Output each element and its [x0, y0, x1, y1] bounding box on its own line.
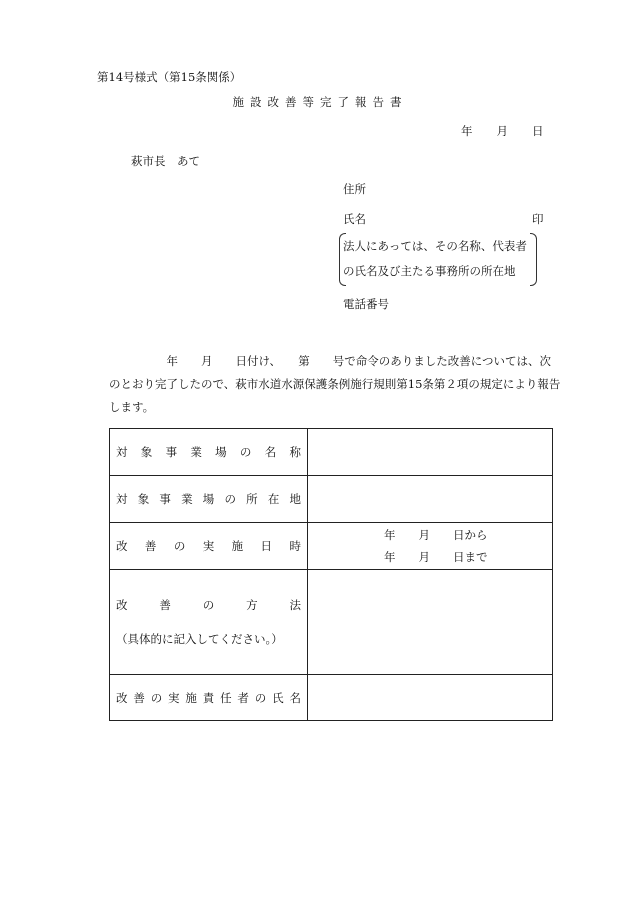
site-name-label: [110, 429, 308, 476]
form-number: 第14号様式（第15条関係）: [97, 70, 242, 84]
method-note: （具体的に記入してください。）: [116, 632, 283, 646]
method-field[interactable]: [308, 570, 553, 675]
table-row: [110, 429, 553, 476]
table-row: [110, 675, 553, 721]
body-paragraph: [109, 350, 565, 419]
report-date: [461, 123, 544, 139]
phone-label: 電話番号: [343, 297, 389, 311]
responsible-field[interactable]: [308, 675, 553, 721]
date-to: 年 月 日まで: [384, 550, 488, 564]
corp-note-line1: 法人にあっては、その名称、代表者: [343, 239, 527, 253]
table-row: [110, 523, 553, 570]
table-row: [110, 570, 553, 675]
date-from: 年 月 日から: [384, 528, 488, 542]
table-row: [110, 476, 553, 523]
body-line2: のとおり完了したので、萩市水道水源保護条例施行規則第15条第２項の規定により報告: [109, 377, 561, 391]
date-field[interactable]: [308, 523, 553, 570]
responsible-label: [110, 675, 308, 721]
site-name-field[interactable]: [308, 429, 553, 476]
date-label: [110, 523, 308, 570]
body-line1: 年 月 日付け、 第 号で命令のありました改善については、次: [109, 354, 552, 368]
row-responsible-text: 改 善 の 実 施 責 任 者 の 氏 名: [116, 690, 301, 705]
report-table: [109, 428, 553, 721]
site-location-field[interactable]: [308, 476, 553, 523]
seal-mark: 印: [532, 212, 544, 226]
row-site-location-text: 対 象 事 業 場 の 所 在 地: [116, 492, 301, 506]
right-bracket: [530, 233, 537, 286]
method-label: [110, 570, 308, 675]
corporation-note: [339, 233, 537, 286]
date-day-label: 日: [532, 124, 544, 138]
row-date-text: 改 善 の 実 施 日 時: [116, 539, 301, 553]
name-label: 氏名: [343, 212, 366, 226]
row-method-text: 改 善 の 方 法: [116, 598, 301, 612]
row-site-name-text: 対 象 事 業 場 の 名 称: [116, 445, 301, 459]
body-line3: します。: [109, 400, 155, 414]
addressee: 萩市長 あて: [131, 154, 200, 168]
address-label: 住所: [343, 182, 366, 196]
corp-note-line2: の氏名及び主たる事務所の所在地: [343, 264, 516, 278]
site-location-label: [110, 476, 308, 523]
date-year-label: 年: [461, 124, 473, 138]
page-title: 施設改善等完了報告書: [232, 95, 408, 109]
date-month-label: 月: [496, 124, 508, 138]
